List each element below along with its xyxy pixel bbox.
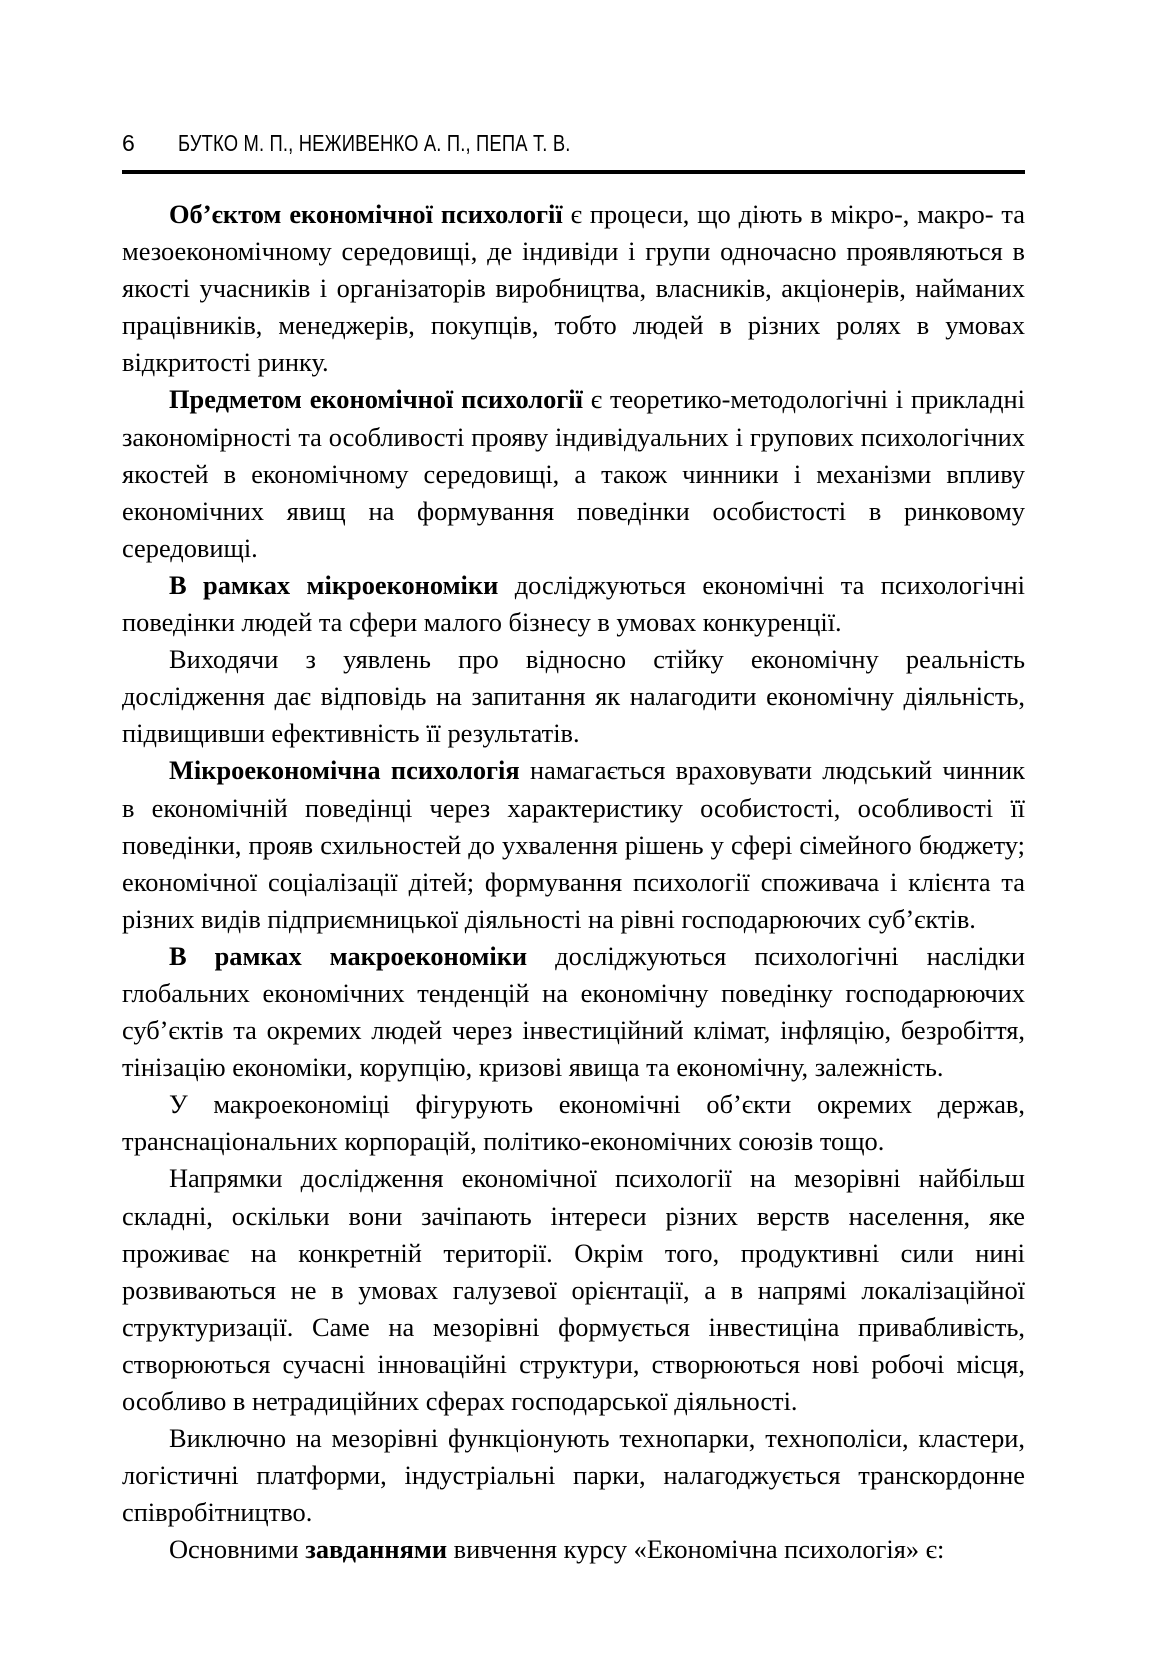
body-paragraph [122,196,1025,381]
paragraph-lead-term: Об’єктом економічної психології [169,199,563,229]
paragraph-body: У макроекономіці фігурують економічні об’єкти окремих держав, транснаціональних корпорацій, політико-економічних союзів тощо. [122,1089,1025,1157]
body-paragraph [122,641,1025,752]
paragraph-lead-term: Предметом економічної психології [169,384,583,415]
paragraph-body: досліджуються економічні та психологічні поведінки людей та сфери малого бізнесу в умовах конкуренції. [122,569,1025,638]
paragraph-body: намагається враховувати людський чинник в економічній поведінці через характеристику особистості, особливості її поведінки, прояв схильностей до ухвалення рішень у сфері сімейного бюджету; економічної соціалізації дітей; формування психології споживача і клієнта та різних видів підприємницької діяльності на рівні господарюючих суб’єктів. [122,755,1025,934]
body-paragraph [122,752,1025,937]
paragraph-lead-term: В рамках макроекономіки [169,940,528,971]
paragraph-body: є теоретико-методологічні і прикладні закономірності та особливості прояву індивідуальних і групових психологічних якостей в економічному середовищі, а також чинники і механізми впливу економічних явищ на формування поведінки особистості в ринковому середовищі. [122,384,1025,563]
body-paragraph [122,1160,1025,1420]
paragraph-body: Виходячи з уявлень про відносно стійку економічну реальність дослідження дає відповідь на запитання як налагодити економічну діяльність, підвищивши ефективність її результатів. [122,644,1025,749]
paragraph-body: Виключно на мезорівні функціонують технопарки, технополіси, кластери, логістичні платформи, індустріальні парки, налагоджується транскордонне співробітництво. [122,1423,1025,1528]
final-paragraph-bold-term: завданнями [305,1534,448,1565]
header-rule-divider [122,170,1025,174]
paragraph-body: є процеси, що діють в мікро-, макро- та мезоекономічному середовищі, де індивіди і групи одночасно проявляються в якості учасників і організаторів виробництва, власників, акціонерів, найманих працівників, менеджерів, покупців, тобто людей в різних ролях в умовах відкритості ринку. [122,199,1025,378]
paragraph-lead-term: Мікроекономічна психологія [169,755,520,786]
body-text-column [122,196,1025,1568]
paragraph-body: досліджуються психологічні наслідки глобальних економічних тенденцій на економічну поведінку господарюючих суб’єктів та окремих людей через інвестиційний клімат, інфляцію, безробіття, тінізацію економіки, корупцію, кризові явища та економічну, залежність. [122,940,1025,1083]
body-paragraph [122,1086,1025,1160]
running-head-title: БУТКО М. П., НЕЖИВЕНКО А. П., ПЕПА Т. В. [178,130,571,156]
body-paragraph [122,938,1025,1086]
page-number: 6 [122,130,135,156]
body-paragraph-final [122,1531,1025,1568]
final-paragraph-after: вивчення курсу «Економічна психологія» є: [447,1534,945,1565]
paragraph-body: Напрямки дослідження економічної психології на мезорівні найбільш складні, оскільки вони зачіпають інтереси різних верств населення, яке проживає на конкретній території. Окрім того, продуктивні сили нині розвиваються не в умовах галузевої орієнтації, а в напрямі локалізаційної структуризації. Саме на мезорівні формується інвестиціна привабливість, створюються сучасні інноваційні структури, створюються нові робочі місця, особливо в нетрадиційних сферах господарської діяльності. [122,1163,1025,1416]
body-paragraph [122,567,1025,641]
body-paragraph [122,381,1025,566]
body-paragraph [122,1420,1025,1531]
paragraph-lead-term: В рамках мікроекономіки [169,569,499,600]
running-head [122,132,1025,168]
final-paragraph-before: Основними [169,1534,306,1565]
